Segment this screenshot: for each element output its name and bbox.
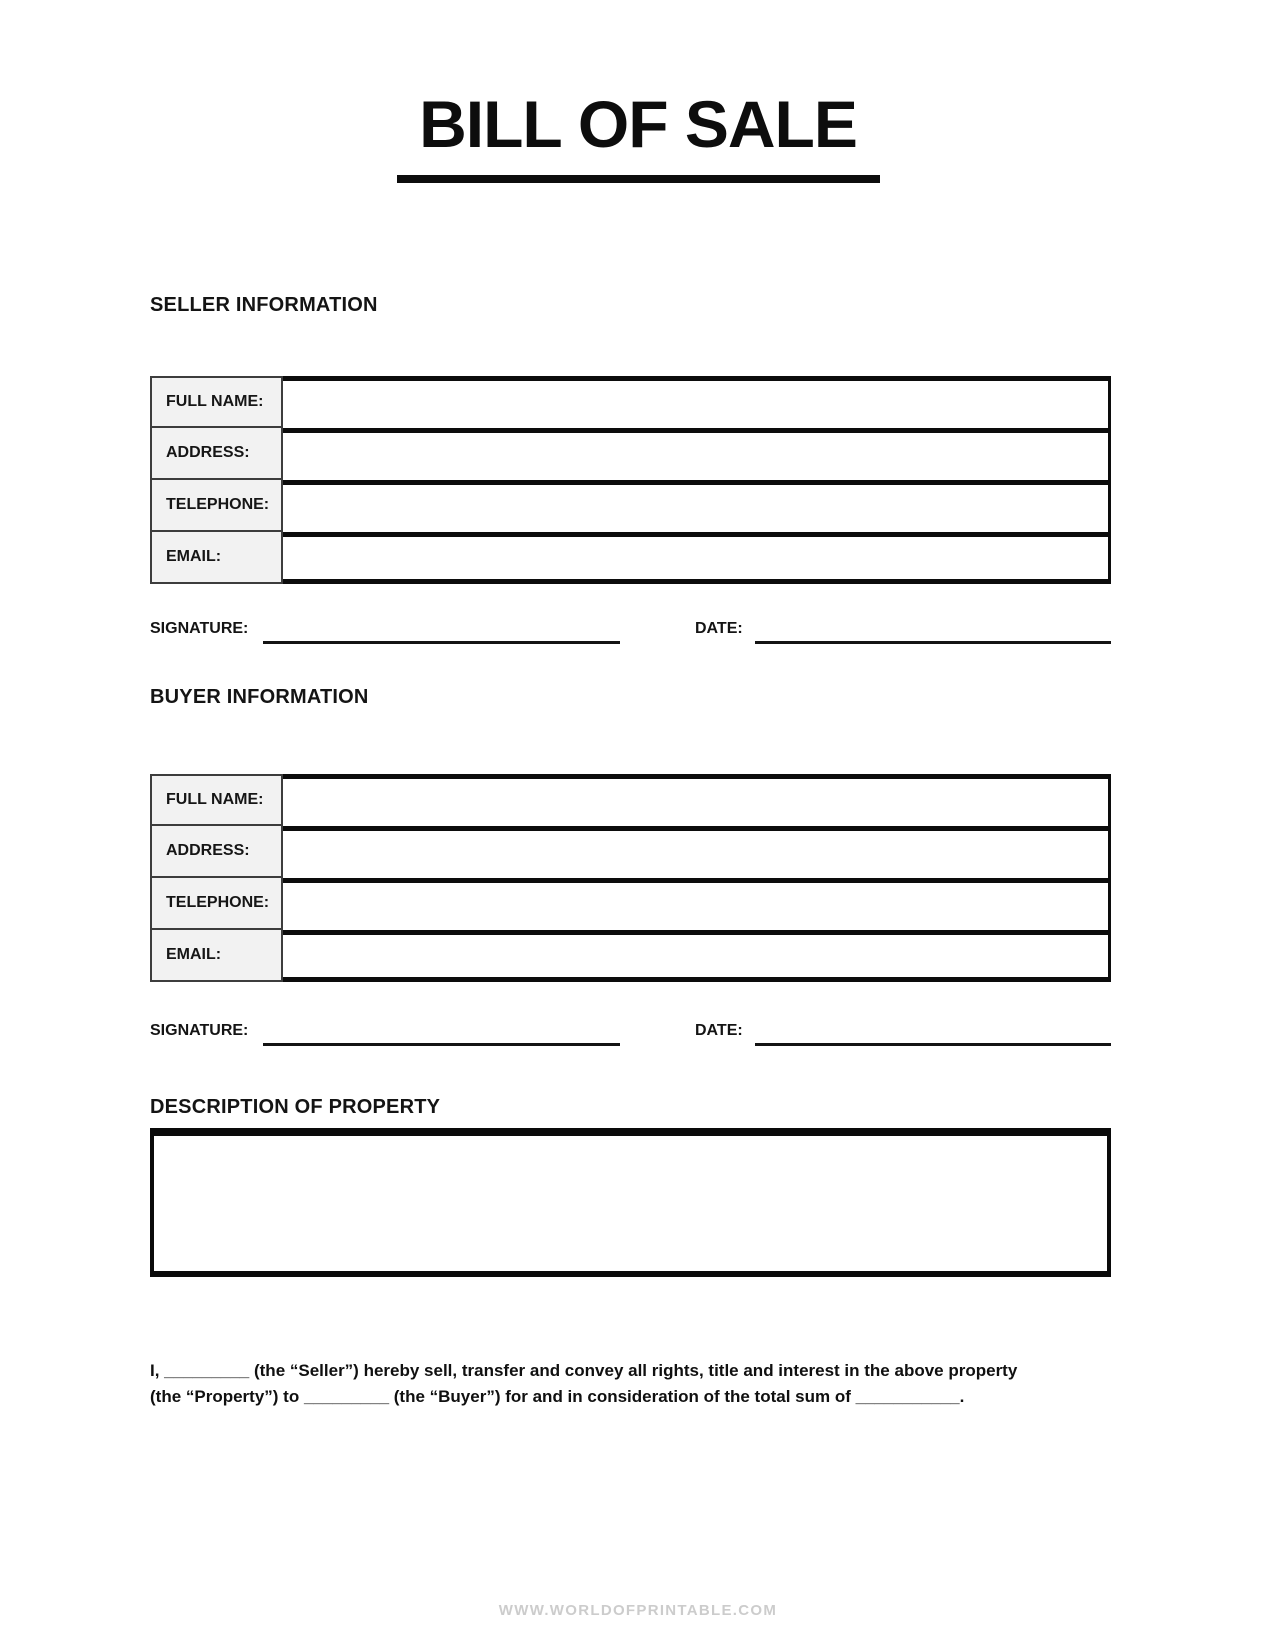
- buyer-signature-row: [150, 1020, 1111, 1048]
- buyer-address-label: ADDRESS:: [150, 824, 283, 878]
- seller-address-field[interactable]: [283, 428, 1111, 480]
- declaration-text: [150, 1358, 1160, 1410]
- buyer-telephone-label: TELEPHONE:: [150, 876, 283, 930]
- buyer-date-line[interactable]: [755, 1043, 1111, 1046]
- page-title: BILL OF SALE: [419, 87, 857, 161]
- buyer-signature-label: SIGNATURE:: [150, 1022, 249, 1039]
- seller-date-label: DATE:: [695, 620, 743, 637]
- title-underline: [397, 175, 880, 183]
- property-description-field[interactable]: [150, 1128, 1111, 1277]
- buyer-email-field[interactable]: [283, 930, 1111, 982]
- declaration-line-1: I, _________ (the “Seller”) hereby sell, transfer and convey all rights, title and interest in the above property: [150, 1361, 1018, 1380]
- buyer-email-label: EMAIL:: [150, 928, 283, 982]
- seller-date-line[interactable]: [755, 641, 1111, 644]
- buyer-date-label: DATE:: [695, 1022, 743, 1039]
- buyer-address-field[interactable]: [283, 826, 1111, 878]
- seller-email-label: EMAIL:: [150, 530, 283, 584]
- seller-telephone-field[interactable]: [283, 480, 1111, 532]
- seller-full-name-label: FULL NAME:: [150, 376, 283, 428]
- declaration-line-2: (the “Property”) to _________ (the “Buyer”) for and in consideration of the total sum of ___________.: [150, 1387, 965, 1406]
- buyer-full-name-label: FULL NAME:: [150, 774, 283, 826]
- buyer-info-table: [150, 774, 1111, 982]
- buyer-section-heading: BUYER INFORMATION: [150, 686, 369, 708]
- seller-section-heading: SELLER INFORMATION: [150, 294, 378, 316]
- seller-full-name-field[interactable]: [283, 376, 1111, 428]
- buyer-full-name-field[interactable]: [283, 774, 1111, 826]
- seller-info-table: [150, 376, 1111, 584]
- buyer-telephone-field[interactable]: [283, 878, 1111, 930]
- seller-telephone-label: TELEPHONE:: [150, 478, 283, 532]
- title-block: [0, 88, 1276, 183]
- seller-signature-label: SIGNATURE:: [150, 620, 249, 637]
- seller-address-label: ADDRESS:: [150, 426, 283, 480]
- seller-signature-line[interactable]: [263, 641, 620, 644]
- seller-signature-row: [150, 618, 1111, 646]
- buyer-signature-line[interactable]: [263, 1043, 620, 1046]
- footer-website-text: WWW.WORLDOFPRINTABLE.COM: [498, 1602, 778, 1619]
- property-section-heading: DESCRIPTION OF PROPERTY: [150, 1096, 441, 1118]
- seller-email-field[interactable]: [283, 532, 1111, 584]
